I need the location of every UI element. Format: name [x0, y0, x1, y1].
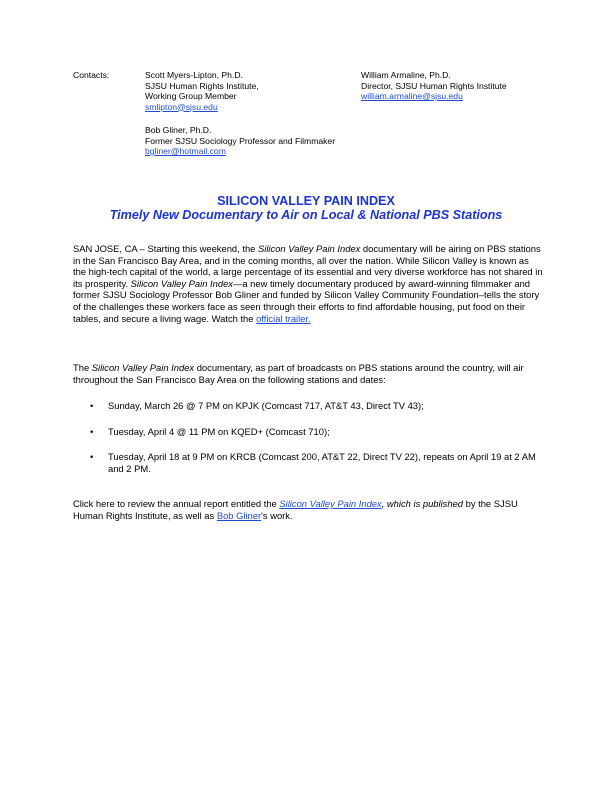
- contact-third-email-link[interactable]: bgliner@hotmail.com: [145, 146, 226, 156]
- list-item: [73, 451, 543, 474]
- para1-text-3: —a new timely documentary produced by award-winning filmmaker and former SJSU Sociology Professor Bob Gliner and funded by Silicon Valley Community Foundation–tells the story of the challenges these workers face as seen through their efforts to find affordable housing, put food on their tables, and secure a living wage. Watch the: [73, 277, 540, 324]
- airdates-list: [73, 400, 543, 474]
- bob-gliner-link[interactable]: Bob Gliner: [216, 509, 262, 521]
- para2-text-2: documentary, as part of broadcasts on PBS stations around the country, will air throughout the San Francisco Bay Area on the following stations and dates:: [73, 362, 524, 385]
- closing-text-2: by the SJSU Human Rights Institute, as well as: [73, 498, 518, 521]
- pain-index-report-link[interactable]: Silicon Valley Pain Index: [279, 498, 382, 509]
- airdate-text: Tuesday, April 4 @ 11 PM on KQED+ (Comcast 710);: [108, 425, 330, 437]
- headline-title: SILICON VALLEY PAIN INDEX: [217, 194, 395, 208]
- contact-third: [145, 125, 335, 157]
- contact-primary: [145, 70, 259, 112]
- contact-primary-email-link[interactable]: smlipton@sjsu.edu: [145, 101, 218, 112]
- contact-third-role: Former SJSU Sociology Professor and Filmmaker: [145, 135, 336, 146]
- bullet-icon: •: [90, 400, 94, 411]
- contact-secondary: [361, 70, 507, 102]
- para2-text-1: The: [73, 362, 92, 373]
- closing-paragraph: [73, 498, 543, 521]
- para1-text-1: SAN JOSE, CA – Starting this weekend, the: [73, 243, 258, 254]
- contact-secondary-email-link[interactable]: william.armaline@sjsu.edu: [361, 91, 463, 101]
- closing-text-3: 's work.: [261, 509, 293, 521]
- list-item: [73, 400, 543, 412]
- contact-third-name: Bob Gliner, Ph.D.: [145, 125, 212, 135]
- list-item: [73, 426, 543, 438]
- para2-film-title: Silicon Valley Pain Index: [91, 362, 195, 373]
- contact-secondary-name: William Armaline, Ph.D.: [361, 70, 451, 80]
- intro-paragraph: [73, 243, 543, 324]
- para1-film-title-2: Silicon Valley Pain Index: [130, 277, 233, 289]
- bullet-icon: •: [90, 425, 94, 437]
- closing-italic-text: , which is published: [381, 498, 463, 509]
- para1-text-2: documentary will be airing on PBS stations in the San Francisco Bay Area, and in the coming months, all over the nation. While Silicon Valley is known as the high-tech capital of the world, a large percentage of its essential and very diverse workforce has not shared in its prosperity.: [73, 243, 543, 289]
- bullet-icon: •: [90, 451, 94, 463]
- contacts-label: Contacts:: [73, 70, 110, 80]
- contact-primary-role: Working Group Member: [145, 91, 237, 101]
- contact-secondary-role: Director, SJSU Human Rights Institute: [361, 80, 507, 91]
- para1-film-title-1: Silicon Valley Pain Index: [258, 243, 361, 254]
- contact-primary-name: Scott Myers-Lipton, Ph.D.: [145, 70, 243, 80]
- headline-subtitle: Timely New Documentary to Air on Local & National PBS Stations: [109, 208, 503, 222]
- official-trailer-link[interactable]: official trailer.: [256, 312, 311, 324]
- broadcast-paragraph: [73, 362, 543, 385]
- airdate-text: Sunday, March 26 @ 7 PM on KPJK (Comcast 717, AT&T 43, Direct TV 43);: [108, 400, 424, 411]
- airdate-text: Tuesday, April 18 at 9 PM on KRCB (Comcast 200, AT&T 22, Direct TV 22), repeats on April 19 at 2 AM and 2 PM.: [108, 451, 536, 474]
- closing-text-1: Click here to review the annual report entitled the: [73, 498, 280, 509]
- contact-primary-org: SJSU Human Rights Institute,: [145, 80, 259, 91]
